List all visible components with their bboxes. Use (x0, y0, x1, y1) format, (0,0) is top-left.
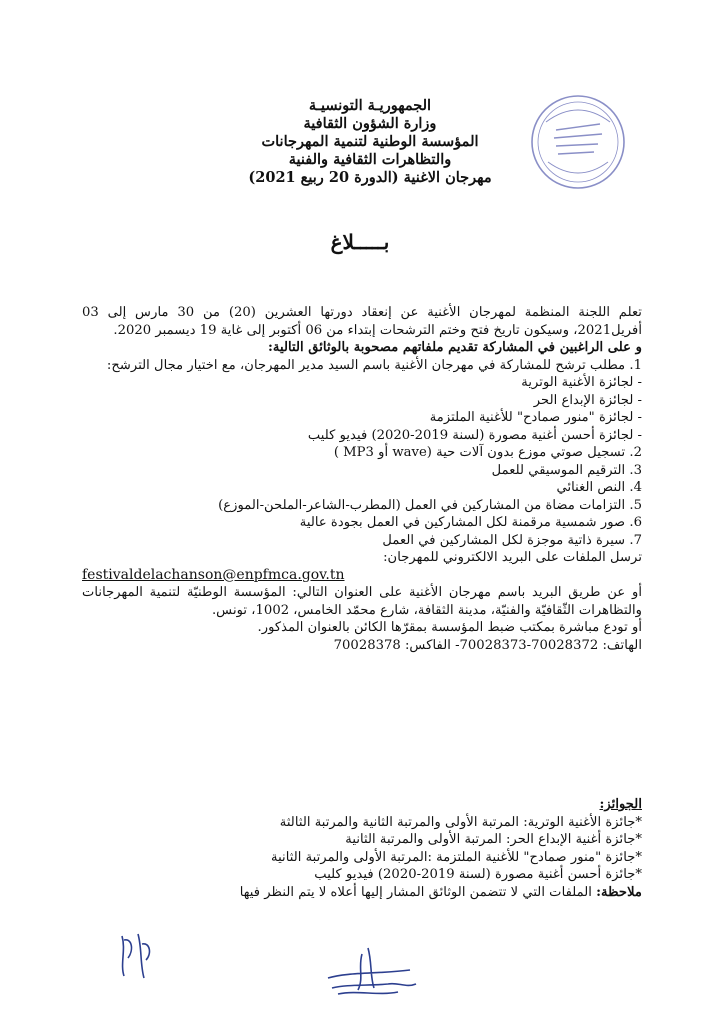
email-intro: ترسل الملفات على البريد الالكتروني للمهرجان: (383, 550, 642, 565)
deposit-note: أو تودع مباشرة بمكتب ضبط المؤسسة بمقرّها الكائن بالعنوان المذكور. (257, 620, 642, 635)
note-label: ملاحظة: (596, 884, 642, 900)
official-stamp-icon (528, 92, 628, 192)
note (82, 884, 642, 902)
page-title: بـــــلاغ (330, 230, 390, 254)
list-item: 2. تسجيل صوتي موزع بدون آلات حية (wave أو MP3 ) (333, 445, 642, 460)
list-item: 6. صور شمسية مرقمنة لكل المشاركين في العمل بجودة عالية (299, 515, 642, 530)
signature-icon (318, 944, 428, 1004)
header-ministry: وزارة الشؤون الثقافية (303, 115, 437, 132)
phone-fax: الهاتف: 70028372-70028373- الفاكس: 70028378 (333, 637, 642, 653)
list-item: - لجائزة أحسن أغنية مصورة (لسنة 2019-2020) فيديو كليب (307, 427, 642, 443)
initials-signature-icon (112, 930, 160, 982)
list-item: 4. النص الغنائي (556, 480, 642, 495)
prize-item: *جائزة "منور صمادح" للأغنية الملتزمة :المرتبة الأولى والمرتبة الثانية (271, 849, 642, 865)
intro-paragraph: تعلم اللجنة المنظمة لمهرجان الأغنية عن إنعقاد دورتها العشرين (20) من 30 مارس إلى 03 أفريل2021، وسيكون تاريخ فتح وختم الترشحات إبتداء من 06 أكتوبر إلى غاية 19 ديسمبر 2020. (82, 305, 642, 338)
header-institution: المؤسسة الوطنية لتنمية المهرجانات (261, 133, 479, 150)
list-item: - لجائزة الإبداع الحر (533, 392, 642, 408)
list-item: 1. مطلب ترشح للمشاركة في مهرجان الأغنية باسم السيد مدير المهرجان، مع اختيار مجال الترشح: (106, 357, 642, 373)
post-address: أو عن طريق البريد باسم مهرجان الأغنية على العنوان التالي: المؤسسة الوطنيّة لتنمية المهرجانات والتظاهرات الثّقافيّة والفنيّة، مدينة الثقافة، شارع محمّد الخامس، 1002، تونس. (82, 585, 642, 618)
list-item: - لجائزة الأغنية الوترية (521, 375, 642, 390)
letterhead (170, 97, 570, 187)
note-text: الملفات التي لا تتضمن الوثائق المشار إليها أعلاه لا يتم النظر فيها (239, 884, 597, 900)
list-item: 5. التزامات مضاة من المشاركين في العمل (المطرب-الشاعر-الملحن-الموزع) (218, 497, 642, 513)
header-institution-cont: والتظاهرات الثقافية والفنية (288, 151, 452, 168)
list-item: 7. سيرة ذاتية موجزة لكل المشاركين في العمل (382, 532, 642, 548)
prizes-section (82, 796, 642, 901)
list-item: 3. الترقيم الموسيقي للعمل (491, 462, 642, 478)
header-festival: مهرجان الاغنية (الدورة 20 ربيع 2021) (248, 169, 492, 186)
prize-item: *جائزة الأغنية الوترية: المرتبة الأولى والمرتبة الثانية والمرتبة الثالثة (279, 814, 642, 830)
email-link[interactable]: festivaldelachanson@enpfmca.gov.tn (82, 566, 345, 583)
requirements-heading: و على الراغبين في المشاركة تقديم ملفاتهم مصحوبة بالوثائق التالية: (268, 340, 642, 355)
prizes-heading: الجوائز: (599, 797, 642, 812)
header-republic: الجمهوريـة التونسيـة (308, 97, 432, 114)
prize-item: *جائزة أحسن أغنية مصورة (لسنة 2019-2020) فيديو كليب (314, 867, 642, 882)
prize-item: *جائزة أغنية الإبداع الحر: المرتبة الأولى والمرتبة الثانية (345, 832, 642, 847)
announcement-body (82, 304, 642, 654)
list-item: - لجائزة "منور صمادح" للأغنية الملتزمة (429, 410, 642, 425)
